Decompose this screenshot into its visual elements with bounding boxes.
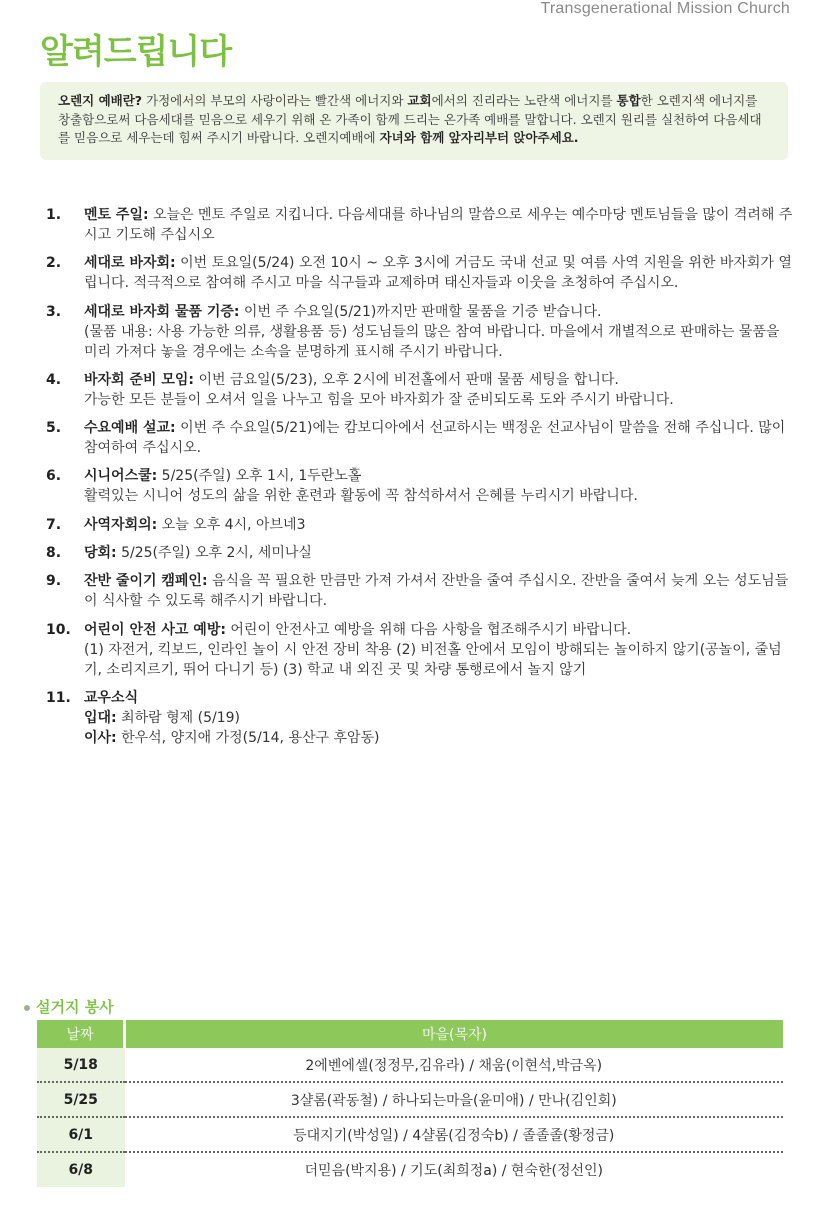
intro-bold-integration: 통합 xyxy=(616,93,641,108)
duty-date: 6/8 xyxy=(37,1152,125,1187)
church-name: Transgenerational Mission Church xyxy=(540,0,790,17)
notice-number: 7. xyxy=(46,516,62,533)
table-row xyxy=(37,1082,783,1117)
bullet-dot-icon xyxy=(24,1005,30,1011)
notice-item-news xyxy=(46,688,794,748)
notice-title: 사역자회의: xyxy=(84,516,158,533)
notice-number: 6. xyxy=(46,468,62,485)
news-label: 입대: xyxy=(84,709,117,726)
notice-title: 세대로 바자회: xyxy=(84,255,176,272)
notice-text: 이번 주 수요일(5/21)까지만 판매할 물품을 기증 받습니다. xyxy=(243,303,602,320)
notice-title: 어린이 안전 사고 예방: xyxy=(84,621,226,638)
duty-village: 등대지기(박성일) / 4샬롬(김정숙b) / 졸졸졸(황정금) xyxy=(125,1117,784,1152)
duty-date: 5/25 xyxy=(37,1082,125,1117)
intro-text: 가정에서의 부모의 사랑이라는 빨간색 에너지와 xyxy=(142,93,408,108)
notice-text: (물품 내용: 사용 가능한 의류, 생활용품 등) 성도님들의 많은 참여 바랍니다. 마을에서 개별적으로 판매하는 물품을 미리 가져다 놓을 경우에는 소속을 분명하게 표시해 주시기 바랍니다. xyxy=(84,323,780,360)
news-label: 이사: xyxy=(84,729,117,746)
notice-number: 4. xyxy=(46,371,62,388)
dish-duty-title: 설거지 봉사 xyxy=(36,998,114,1016)
notice-number: 5. xyxy=(46,420,62,437)
notice-item xyxy=(46,302,794,362)
notice-item xyxy=(46,571,794,611)
notice-item xyxy=(46,418,794,458)
column-header-village: 마을(목자) xyxy=(125,1020,784,1048)
notice-number: 10. xyxy=(46,621,71,638)
dish-duty-heading xyxy=(24,996,114,1017)
table-row xyxy=(37,1117,783,1152)
duty-village: 2에벤에셀(정정무,김유라) / 채움(이현석,박금옥) xyxy=(125,1048,784,1082)
notice-title: 당회: xyxy=(84,545,117,562)
notice-text: (1) 자전거, 킥보드, 인라인 놀이 시 안전 장비 착용 (2) 비전홀 안에서 모임이 방해되는 놀이하지 않기(공놀이, 줄넘기, 소리지르기, 뛰어 다니기 등) (3) 학교 내 외진 곳 및 차량 통행로에서 놀지 않기 xyxy=(84,641,782,678)
notice-text: 오늘 오후 4시, 아브네3 xyxy=(161,516,306,533)
notice-item xyxy=(46,515,794,535)
notice-item xyxy=(46,466,794,506)
notice-text: 가능한 모든 분들이 오셔서 일을 나누고 힘을 모아 바자회가 잘 준비되도록 도와 주시기 바랍니다. xyxy=(84,391,674,408)
duty-date: 6/1 xyxy=(37,1117,125,1152)
notice-list xyxy=(46,205,794,756)
notice-text: 음식을 꼭 필요한 만큼만 가져 가셔서 잔반을 줄여 주십시오. 잔반을 줄여서 늦게 오는 성도님들이 식사할 수 있도록 해주시기 바랍니다. xyxy=(84,573,789,610)
notice-item xyxy=(46,620,794,680)
notice-title: 바자회 준비 모임: xyxy=(84,371,195,388)
notice-number: 3. xyxy=(46,303,62,320)
notice-number: 9. xyxy=(46,573,62,590)
notice-text: 이번 토요일(5/24) 오전 10시 ~ 오후 3시에 거금도 국내 선교 및 여름 사역 지원을 위한 바자회가 열립니다. 적극적으로 참여해 주시고 마을 식구들과 교제하며 태신자들과 이웃을 초청하여 주십시오. xyxy=(84,255,792,292)
intro-text: 한 오렌지색 에너지를 창출함으로써 다음세대를 믿음으로 세우기 위해 온 가족이 함께 드리는 온가족 예배를 말합니다. 오렌지 원리를 실천하여 다음세대를 믿음으로 세우는데 힘써 주시기 바랍니다. 오렌지예배에 xyxy=(58,93,762,145)
duty-date: 5/18 xyxy=(37,1048,125,1082)
notice-number: 8. xyxy=(46,545,62,562)
news-text: 한우석, 양지애 가정(5/14, 용산구 후암동) xyxy=(121,729,380,746)
orange-worship-intro xyxy=(40,82,788,160)
page-title: 알려드립니다 xyxy=(40,32,232,72)
notice-item xyxy=(46,205,794,245)
table-header-row xyxy=(37,1020,783,1048)
notice-text: 활력있는 시니어 성도의 삶을 위한 훈련과 활동에 꼭 참석하셔서 은혜를 누리시기 바랍니다. xyxy=(84,488,638,505)
notice-item xyxy=(46,543,794,563)
notice-title: 멘토 주일: xyxy=(84,207,149,223)
notice-text: 이번 금요일(5/23), 오후 2시에 비전홀에서 판매 물품 세팅을 합니다. xyxy=(198,371,619,388)
news-title: 교우소식 xyxy=(84,689,139,706)
intro-bold-request: 자녀와 함께 앞자리부터 앉아주세요. xyxy=(379,130,579,145)
notice-number: 1. xyxy=(46,207,62,223)
duty-village: 더믿음(박지용) / 기도(최희정a) / 현숙한(정선인) xyxy=(304,1163,603,1179)
intro-heading: 오렌지 예배란? xyxy=(58,93,143,108)
intro-text: 에서의 진리라는 노란색 에너지를 xyxy=(431,93,617,108)
notice-item xyxy=(46,253,794,293)
notice-text: 5/25(주일) 오후 2시, 세미나실 xyxy=(121,545,312,562)
notice-number: 2. xyxy=(46,255,62,272)
news-text: 최하람 형제 (5/19) xyxy=(121,709,240,726)
notice-title: 시니어스쿨: xyxy=(84,468,158,485)
notice-title: 수요예배 설교: xyxy=(84,420,176,437)
notice-title: 잔반 줄이기 캠페인: xyxy=(84,573,208,590)
notice-text: 5/25(주일) 오후 1시, 1두란노홀 xyxy=(161,468,362,485)
notice-text: 어린이 안전사고 예방을 위해 다음 사항을 협조해주시기 바랍니다. xyxy=(230,621,632,638)
notice-title: 세대로 바자회 물품 기증: xyxy=(84,303,240,320)
intro-bold-church: 교회 xyxy=(407,93,432,108)
column-header-date: 날짜 xyxy=(37,1020,125,1048)
notice-text: 오늘은 멘토 주일로 지킵니다. 다음세대를 하나님의 말씀으로 세우는 예수마당 멘토님들을 많이 격려해 주시고 기도해 주십시오 xyxy=(84,207,793,243)
notice-item xyxy=(46,370,794,410)
dish-duty-table xyxy=(37,1020,783,1187)
table-row xyxy=(37,1152,783,1187)
notice-number: 11. xyxy=(46,689,71,706)
notice-text: 이번 주 수요일(5/21)에는 캄보디아에서 선교하시는 백정운 선교사님이 말씀을 전해 주십니다. 많이 참여하여 주십시오. xyxy=(84,420,786,457)
table-row xyxy=(37,1048,783,1082)
duty-village: 3샬롬(곽동철) / 하나되는마을(윤미애) / 만나(김인회) xyxy=(125,1082,784,1117)
